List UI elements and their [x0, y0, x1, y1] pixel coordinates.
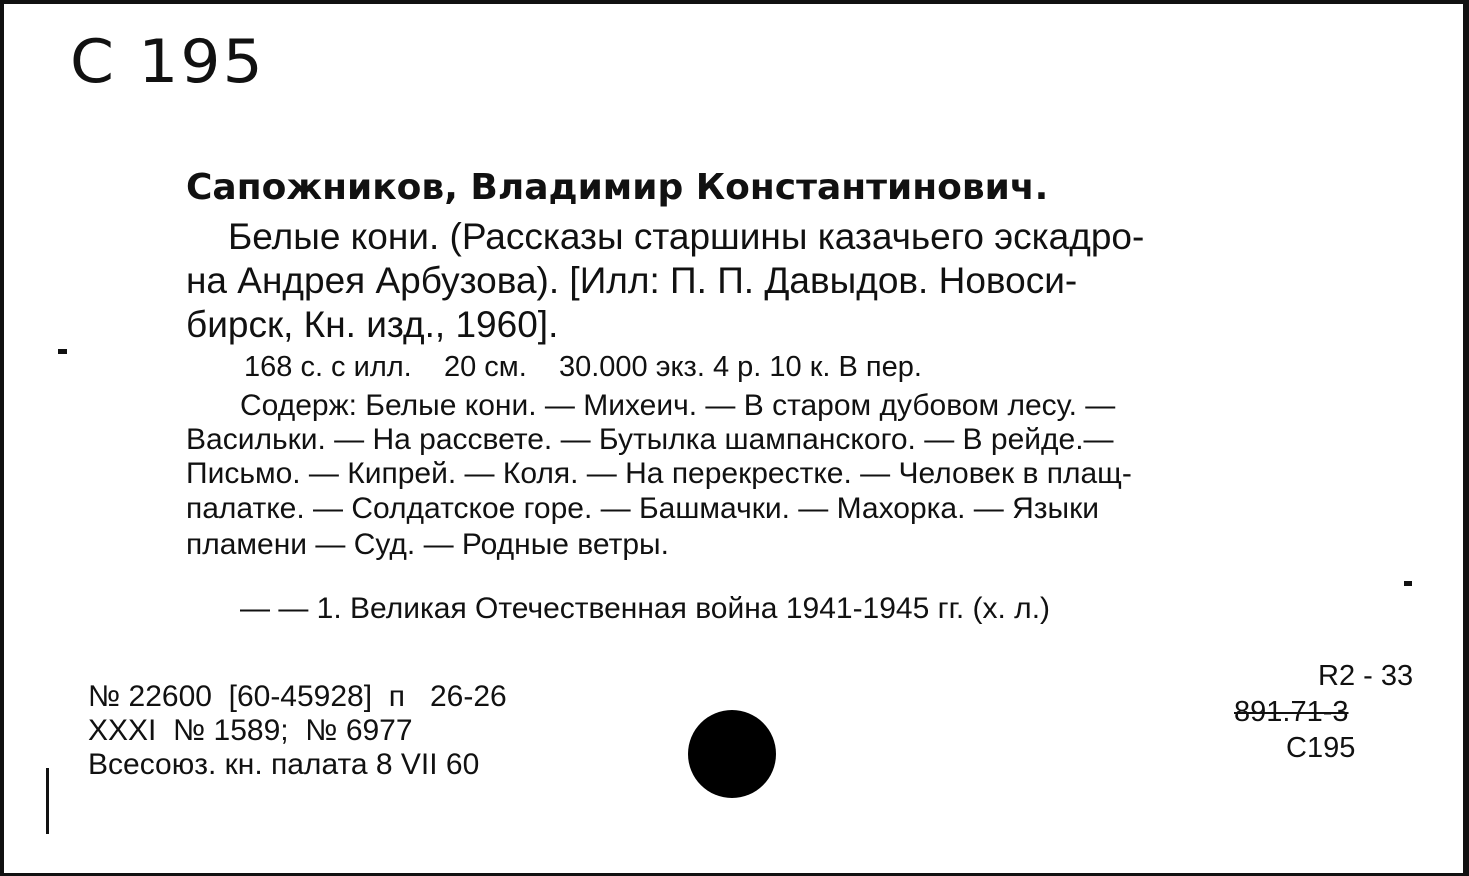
- contents-line-5: пламени — Суд. — Родные ветры.: [186, 528, 669, 561]
- stamp-line-1: № 22600 [60-45928] п 26-26: [88, 680, 507, 713]
- physical-description: 168 с. с илл. 20 см. 30.000 экз. 4 р. 10 к. В пер.: [244, 351, 922, 383]
- title-line-2: на Андрея Арбузова). [Илл: П. П. Давыдов. Новоси-: [186, 260, 1078, 301]
- classification-line-3: C195: [1286, 732, 1356, 764]
- subject-heading: — — 1. Великая Отечественная война 1941-1945 гг. (х. л.): [240, 592, 1051, 625]
- contents-line-4: палатке. — Солдатское горе. — Башмачки. — Махорка. — Языки: [186, 492, 1099, 525]
- margin-tick-left: [58, 349, 67, 354]
- contents-line-2: Васильки. — На рассвете. — Бутылка шампанского. — В рейде.—: [186, 423, 1114, 456]
- margin-mark: [46, 768, 49, 834]
- author-heading: Сапожников, Владимир Константинович.: [186, 167, 1049, 208]
- stamp-line-2: XXXI № 1589; № 6977: [88, 714, 413, 747]
- classification-line-2: 891.71-3: [1234, 696, 1349, 728]
- contents-line-1: Содерж: Белые кони. — Михеич. — В старом дубовом лесу. —: [240, 389, 1116, 422]
- stamp-line-3: Всесоюз. кн. палата 8 VII 60: [88, 748, 480, 781]
- title-line-3: бирск, Кн. изд., 1960].: [186, 304, 559, 345]
- card-punch-hole: [688, 710, 776, 798]
- margin-tick-right: [1404, 581, 1412, 586]
- card-border-left: [0, 0, 4, 876]
- classification-line-1: R2 - 33: [1318, 660, 1414, 692]
- call-number-handwritten: C 195: [70, 27, 265, 97]
- contents-line-3: Письмо. — Кипрей. — Коля. — На перекрестке. — Человек в плащ-: [186, 457, 1132, 490]
- title-line-1: Белые кони. (Рассказы старшины казачьего эскадро-: [228, 216, 1145, 257]
- card-border-right: [1463, 0, 1469, 876]
- card-border-top: [0, 0, 1469, 4]
